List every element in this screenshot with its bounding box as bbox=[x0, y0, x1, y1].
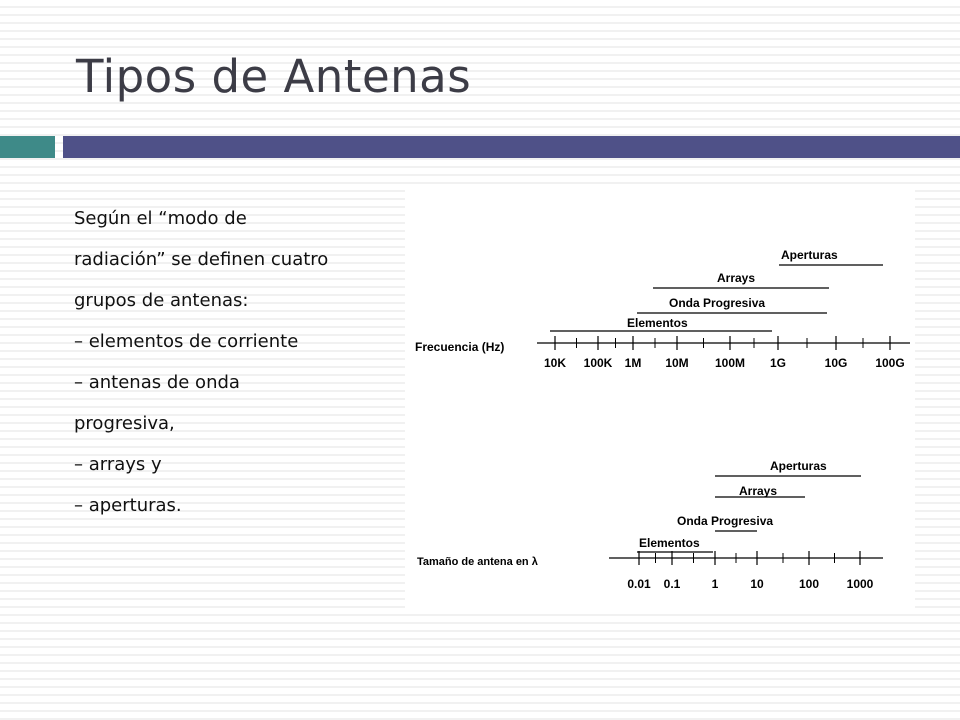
frequency-tick-label: 100M bbox=[714, 356, 746, 370]
size-range-label-elementos: Elementos bbox=[639, 536, 700, 550]
frequency-tick-label: 100G bbox=[875, 356, 905, 370]
size-range-label-arrays: Arrays bbox=[739, 484, 778, 498]
antenna-types-figure bbox=[405, 190, 915, 610]
frequency-range-label-elementos: Elementos bbox=[627, 316, 688, 330]
size-range-label-aperturas: Aperturas bbox=[770, 459, 827, 473]
slide-title: Tipos de Antenas bbox=[76, 50, 472, 103]
frequency-ticks bbox=[544, 336, 905, 370]
bullet-line: – elementos de corriente bbox=[74, 331, 299, 352]
size-tick-label: 100 bbox=[798, 577, 820, 591]
bullet-line: – aperturas. bbox=[74, 495, 182, 516]
frequency-tick-label: 10G bbox=[824, 356, 848, 370]
frequency-tick-label: 1M bbox=[624, 356, 642, 370]
title-accent-bar-teal bbox=[0, 136, 55, 158]
size-tick-label: 0.01 bbox=[627, 577, 651, 591]
title-accent-bar-navy bbox=[63, 136, 960, 158]
bullet-line: Según el “modo de bbox=[74, 208, 247, 229]
bullet-line: radiación” se definen cuatro bbox=[74, 249, 329, 270]
frequency-tick-label: 10K bbox=[543, 356, 567, 370]
bullet-line: – arrays y bbox=[74, 454, 162, 475]
frequency-range-label-arrays: Arrays bbox=[717, 271, 756, 285]
bullet-line: progresiva, bbox=[74, 413, 175, 434]
size-tick-label: 10 bbox=[750, 577, 764, 591]
bullet-line: – antenas de onda bbox=[74, 372, 240, 393]
frequency-tick-label: 10M bbox=[665, 356, 689, 370]
frequency-range-label-aperturas: Aperturas bbox=[781, 248, 838, 262]
antenna-ranges-diagram bbox=[405, 190, 915, 610]
frequency-tick-label: 1G bbox=[769, 356, 787, 370]
bullet-line: grupos de antenas: bbox=[74, 290, 249, 311]
size-axis-label: Tamaño de antena en λ bbox=[417, 556, 538, 568]
size-ticks bbox=[627, 551, 873, 591]
size-tick-label: 0.1 bbox=[663, 577, 681, 591]
frequency-axis-label: Frecuencia (Hz) bbox=[415, 340, 505, 354]
size-tick-label: 1 bbox=[711, 577, 719, 591]
bullet-text-block bbox=[74, 198, 394, 526]
size-range-label-onda-progresiva: Onda Progresiva bbox=[677, 514, 774, 528]
frequency-tick-label: 100K bbox=[583, 356, 613, 370]
frequency-range-label-onda-progresiva: Onda Progresiva bbox=[669, 296, 766, 310]
size-tick-label: 1000 bbox=[846, 577, 874, 591]
